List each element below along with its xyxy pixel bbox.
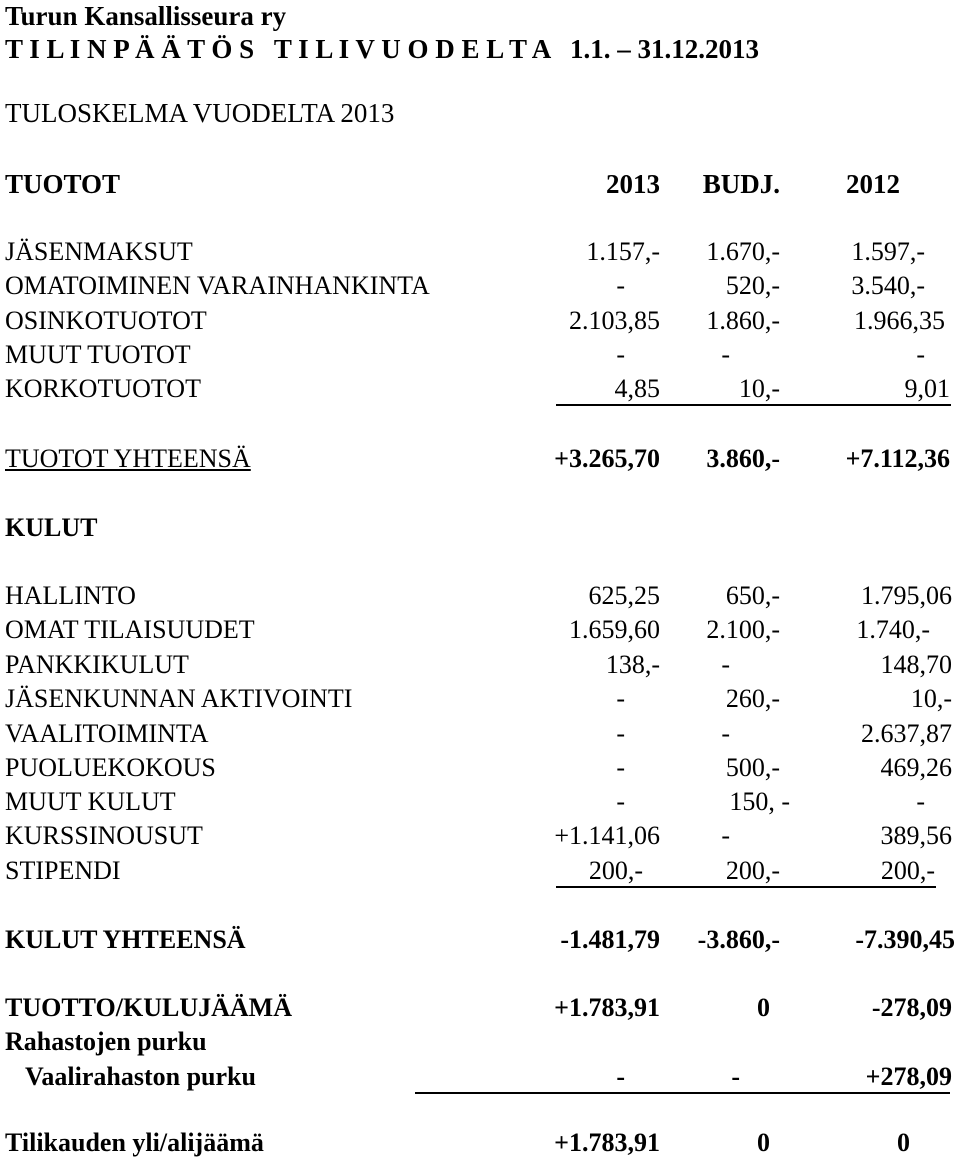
final-2012: 0 [897,1128,910,1157]
final-2013: +1.783,91 [554,1128,660,1157]
value-budget: 260,- [725,684,780,713]
funds-row-2012: +278,09 [865,1062,952,1091]
value-2012: 389,56 [880,821,952,850]
row-label: PUOLUEKOKOUS [5,753,216,782]
column-2012-header: 2012 [846,169,900,199]
income-subtotal-rule [556,404,951,406]
value-2013: 2.103,85 [569,306,660,335]
value-2013: 138,- [605,650,660,679]
income-total-2013: +3.265,70 [554,444,660,473]
organization-name: Turun Kansallisseura ry [5,1,287,31]
document-title: T I L I N P Ä Ä T Ö S T I L I V U O D E L T A 1.1. – 31.12.2013 [5,34,760,64]
value-2013: 1.659,60 [569,615,660,644]
row-label: OMATOIMINEN VARAINHANKINTA [5,271,430,300]
value-budget: 1.670,- [706,237,780,266]
funds-row-budget: - [731,1062,740,1091]
income-header-label: TUOTOT [5,169,121,199]
value-2012: 9,01 [904,374,950,403]
funds-rule [415,1092,950,1094]
value-2012: 469,26 [880,753,952,782]
value-2012: 1.597,- [851,237,925,266]
row-label: STIPENDI [5,856,121,885]
value-budget: 10,- [738,374,780,403]
expense-total-2013: -1.481,79 [560,925,660,954]
value-2013: - [616,787,625,816]
value-budget: - [721,821,730,850]
income-total-2012: +7.112,36 [845,444,950,473]
value-budget: 200,- [725,856,780,885]
row-label: OSINKOTUOTOT [5,306,207,335]
value-2013: +1.141,06 [554,821,660,850]
row-label: MUUT TUOTOT [5,340,191,369]
value-2012: 1.966,35 [854,306,945,335]
value-budget: - [721,340,730,369]
income-total-budget: 3.860,- [706,444,780,473]
value-2012: 10,- [910,684,952,713]
value-2013: 625,25 [588,581,660,610]
value-2012: 1.740,- [856,615,930,644]
value-2013: - [616,684,625,713]
funds-label: Rahastojen purku [5,1027,207,1056]
value-budget: 650,- [725,581,780,610]
value-budget: - [721,719,730,748]
result-budget: 0 [757,993,770,1022]
value-budget: 2.100,- [706,615,780,644]
row-label: VAALITOIMINTA [5,719,209,748]
value-2013: - [616,271,625,300]
value-2013: - [616,340,625,369]
statement-title: TULOSKELMA VUODELTA 2013 [5,98,395,128]
result-2012: -278,09 [871,993,952,1022]
expense-total-2012: -7.390,45 [855,925,955,954]
row-label: PANKKIKULUT [5,650,189,679]
result-label: TUOTTO/KULUJÄÄMÄ [5,993,292,1022]
final-budget: 0 [757,1128,770,1157]
value-budget: 1.860,- [706,306,780,335]
column-budget-header: BUDJ. [702,169,780,199]
expense-total-label: KULUT YHTEENSÄ [5,925,246,954]
value-2013: 1.157,- [586,237,660,266]
income-total-label: TUOTOT YHTEENSÄ [5,444,251,473]
value-budget: 500,- [725,753,780,782]
value-2012: 1.795,06 [861,581,952,610]
value-budget: 150, - [729,787,790,816]
value-budget: 520,- [725,271,780,300]
funds-row-label: Vaalirahaston purku [25,1062,256,1091]
value-2013: - [616,753,625,782]
value-2012: - [916,787,925,816]
result-2013: +1.783,91 [554,993,660,1022]
expense-total-budget: -3.860,- [697,925,780,954]
final-label: Tilikauden yli/alijäämä [5,1128,264,1157]
row-label: KURSSINOUSUT [5,821,203,850]
row-label: MUUT KULUT [5,787,176,816]
value-budget: - [721,650,730,679]
value-2012: 200,- [880,856,935,885]
value-2012: 2.637,87 [861,719,952,748]
row-label: JÄSENKUNNAN AKTIVOINTI [5,684,353,713]
row-label: KORKOTUOTOT [5,374,201,403]
value-2013: 4,85 [614,374,660,403]
expenses-header: KULUT [5,513,98,542]
value-2013: 200,- [588,856,643,885]
value-2012: - [916,340,925,369]
row-label: OMAT TILAISUUDET [5,615,255,644]
row-label: JÄSENMAKSUT [5,237,193,266]
column-2013-header: 2013 [606,169,660,199]
value-2012: 3.540,- [851,271,925,300]
value-2012: 148,70 [880,650,952,679]
value-2013: - [616,719,625,748]
funds-row-2013: - [616,1062,625,1091]
expense-subtotal-rule [556,886,936,888]
row-label: HALLINTO [5,581,136,610]
